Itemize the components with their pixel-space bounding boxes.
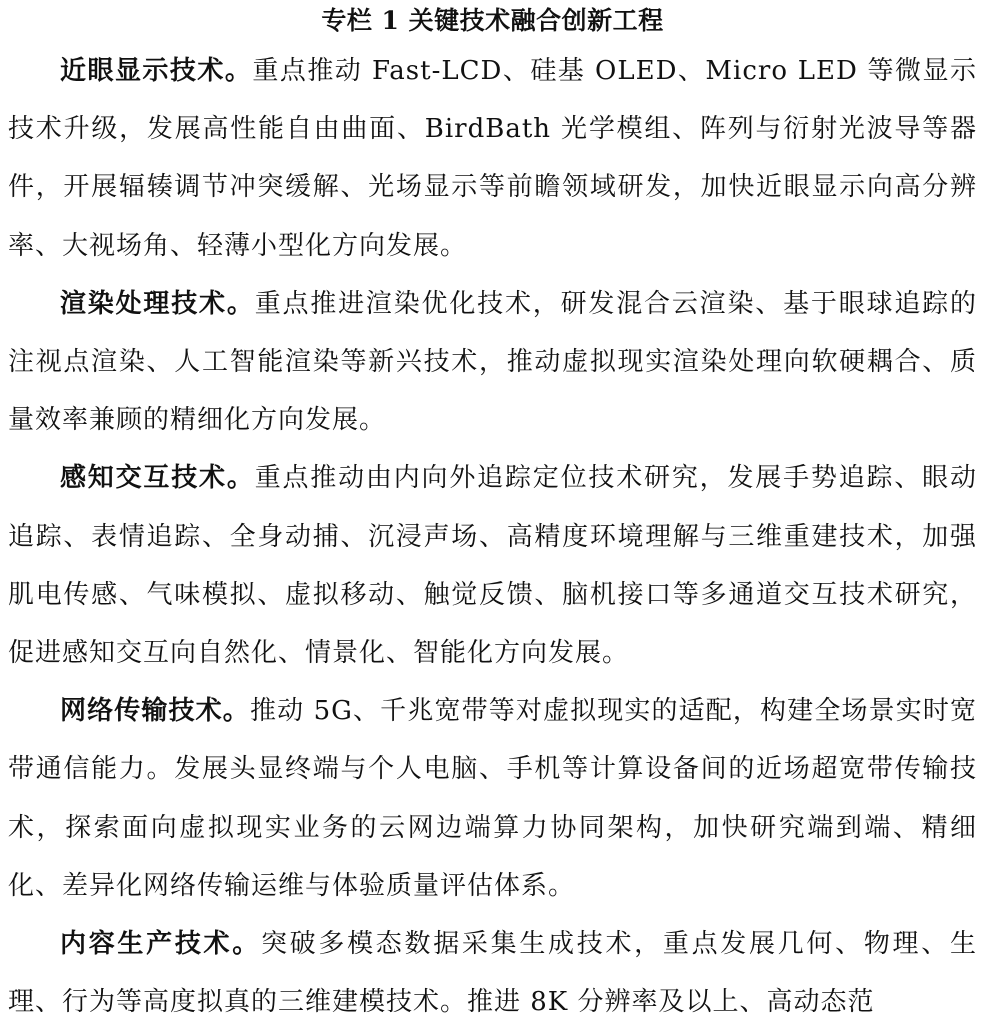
section-content-production — [8, 915, 977, 1024]
section-heading: 内容生产技术。 — [60, 929, 261, 960]
section-body: 推动 5G、千兆宽带等对虚拟现实的适配，构建全场景实时宽带通信能力。发展头显终端与个人电脑、手机等计算设备间的近场超宽带传输技术，探索面向虚拟现实业务的云网边端算力协同架构，加快研究端到端、精细化、差异化网络传输运维与体验质量评估体系。 — [8, 696, 977, 901]
section-perception-interaction — [8, 449, 977, 682]
section-body: 重点推动由内向外追踪定位技术研究，发展手势追踪、眼动追踪、表情追踪、全身动捕、沉浸声场、高精度环境理解与三维重建技术，加强肌电传感、气味模拟、虚拟移动、触觉反馈、脑机接口等多通道交互技术研究，促进感知交互向自然化、情景化、智能化方向发展。 — [8, 463, 977, 669]
section-heading: 渲染处理技术。 — [60, 288, 255, 319]
section-body: 重点推动 Fast-LCD、硅基 OLED、Micro LED 等微显示技术升级，发展高性能自由曲面、BirdBath 光学模组、阵列与衍射光波导等器件，开展辐辏调节冲突缓解、光场显示等前瞻领域研发，加快近眼显示向高分辨率、大视场角、轻薄小型化方向发展。 — [8, 56, 977, 261]
section-rendering — [8, 275, 977, 450]
section-heading: 感知交互技术。 — [60, 463, 255, 494]
section-heading: 网络传输技术。 — [60, 696, 250, 727]
section-near-eye-display — [8, 42, 977, 275]
section-body: 重点推进渲染优化技术，研发混合云渲染、基于眼球追踪的注视点渲染、人工智能渲染等新兴技术，推动虚拟现实渲染处理向软硬耦合、质量效率兼顾的精细化方向发展。 — [8, 288, 977, 436]
section-network-transmission — [8, 682, 977, 915]
section-body: 突破多模态数据采集生成技术，重点发展几何、物理、生理、行为等高度拟真的三维建模技术。推进 8K 分辨率及以上、高动态范 — [8, 929, 977, 1018]
section-heading: 近眼显示技术。 — [60, 56, 253, 86]
column-title: 专栏 1 关键技术融合创新工程 — [321, 6, 664, 35]
